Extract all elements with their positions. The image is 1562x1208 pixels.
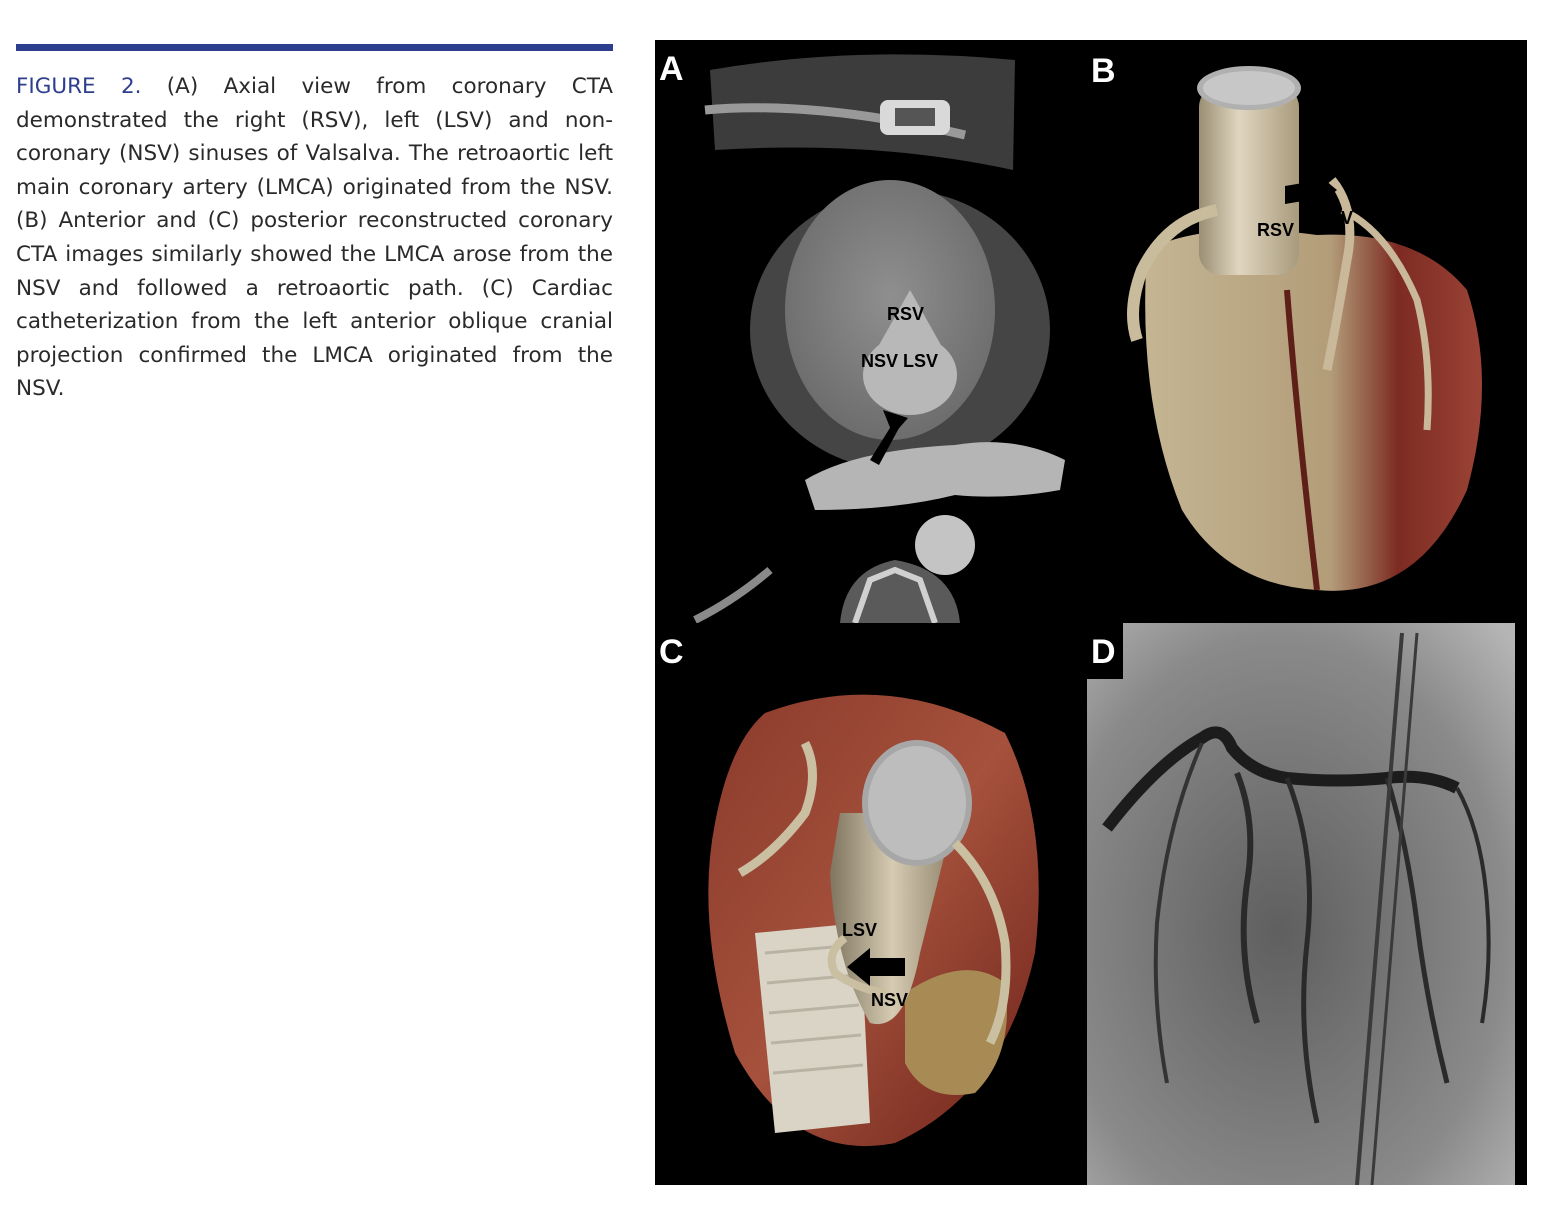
figure-2 — [655, 40, 1527, 1185]
panel-a-rsv-label: RSV — [887, 304, 925, 324]
anterior-3d-image — [1087, 40, 1527, 623]
posterior-3d-image — [655, 623, 1087, 1185]
panel-b-lsv-label: LSV — [1318, 208, 1354, 228]
panel-b-anterior-3d — [1087, 40, 1527, 623]
panel-d-letter: D — [1091, 633, 1116, 671]
caption-text: (A) Axial view from coronary CTA demonstrated the right (RSV), left (LSV) and non-coronary (NSV) sinuses of Valsalva. The retroaortic left main coronary artery (LMCA) originated from the NSV. (B) Anterior and (C) posterior reconstructed coronary CTA images similarly showed the LMCA arose from the NSV and followed a retroaortic path. (C) Cardiac catheterization from the left anterior oblique cranial projection confirmed the LMCA originated from the NSV. — [16, 74, 613, 402]
panel-a-axial-ct — [655, 40, 1087, 623]
panel-c-letter: C — [659, 633, 684, 671]
panel-d-angiogram — [1087, 623, 1527, 1185]
figure-caption — [16, 70, 613, 406]
panel-c-nsv-label: NSV — [871, 990, 909, 1010]
axial-ct-image — [655, 40, 1087, 623]
panel-c-posterior-3d — [655, 623, 1087, 1185]
panel-c-lsv-label: LSV — [842, 920, 878, 940]
angiogram-image — [1087, 623, 1527, 1185]
panel-a-letter: A — [659, 50, 684, 88]
panel-b-letter: B — [1091, 52, 1116, 90]
caption-label: FIGURE 2. — [16, 74, 142, 99]
caption-rule — [16, 44, 613, 51]
panel-a-nsv-lsv-label: NSV LSV — [861, 351, 939, 371]
panel-b-rsv-label: RSV — [1257, 220, 1295, 240]
